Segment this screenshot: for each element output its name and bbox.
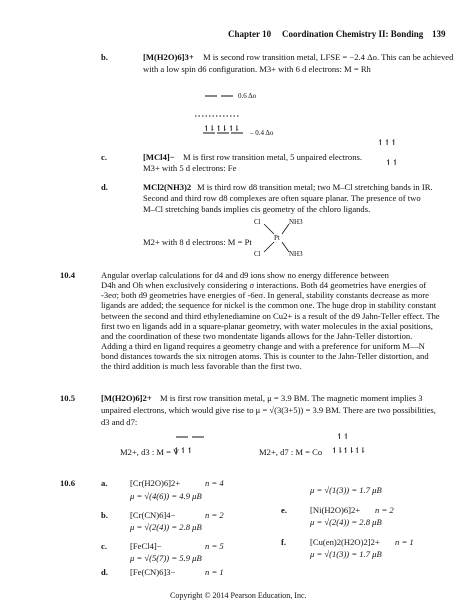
- problem-10-4-line: Adding a third en ligand requires a geometry change and with a preference for uniform M—N: [101, 340, 425, 351]
- problem-10-4-line: -3eσ; both d9 geometries have energies of -6eσ. In general, stability constants decrease as more: [101, 290, 429, 301]
- problem-10-5-formula: [M(H2O)6]2+: [101, 393, 152, 403]
- item-d-line2: Second and third row d8 complexes are often square planar. The presence of two: [143, 193, 421, 203]
- item-e-formula: [Ni(H2O)6]2+: [310, 505, 361, 515]
- item-c-moment: μ = √(5(7)) = 5.9 μB: [130, 553, 202, 563]
- chapter-number: Chapter 10: [228, 29, 272, 39]
- item-c-unpaired: n = 5: [205, 541, 224, 551]
- item-d-formula-2: [Fe(CN)6]3−: [130, 567, 176, 577]
- ammine-ligand-2: NH3: [289, 250, 303, 258]
- d3-eg-orbitals: [174, 432, 214, 442]
- chloro-ligand-2: Cl: [254, 250, 261, 258]
- item-d-line1: M is third row d8 transition metal; two M–Cl stretching bands in IR.: [197, 182, 433, 192]
- eg-energy-label: 0.6 Δo: [238, 92, 257, 100]
- problem-10-5-line2: unpaired electrons, which would give rise to μ = √(3(3+5)) = 3.9 BM. There are two possibilities,: [101, 405, 436, 415]
- d7-eg-electrons: ↿ ↿: [336, 432, 349, 441]
- item-c-formula-2: [FeCl4]−: [130, 541, 162, 551]
- problem-10-4-text: [101, 270, 447, 371]
- item-f-label: f.: [281, 537, 287, 547]
- item-b-label: b.: [101, 52, 108, 62]
- item-c-label-2: c.: [101, 541, 107, 551]
- item-b-label-2: b.: [101, 510, 108, 520]
- problem-10-4-line: and the coordination of these two mondentate ligands allows for the Jahn-Teller distortion.: [101, 330, 413, 341]
- item-e-label: e.: [281, 505, 287, 515]
- item-d-label-2: d.: [101, 567, 108, 577]
- square-planar-bonds: [262, 222, 292, 254]
- item-a-moment: μ = √(4(6)) = 4.9 μB: [130, 491, 202, 501]
- item-d-line3: M–Cl stretching bands implies cis geometry of the chloro ligands.: [143, 204, 371, 214]
- item-a-formula: [Cr(H2O)6]2+: [130, 478, 181, 488]
- chapter-title: Coordination Chemistry II: Bonding: [282, 29, 424, 39]
- item-f-unpaired: n = 1: [395, 537, 414, 547]
- problem-10-4-line: D4h and Oh when exclusively considering σ interactions. Both d4 geometries have energies of: [101, 280, 427, 291]
- item-b-line2: with a low spin d6 configuration. M3+ with 6 d electrons: M = Rh: [143, 64, 371, 74]
- item-d-formula: MCl2(NH3)2: [143, 182, 192, 192]
- chloro-ligand-1: Cl: [254, 218, 261, 226]
- problem-10-5-line1: M is first row transition metal, μ = 3.9 BM. The magnetic moment implies 3: [160, 393, 423, 403]
- problem-10-5-line3: d3 and d7:: [101, 417, 138, 427]
- problem-10-4-line: ligands are added; the sequence for nickel is the common one. The huge drop in stability constant: [101, 300, 437, 311]
- item-f-moment: μ = √(1(3)) = 1.7 μB: [310, 549, 382, 559]
- problem-10-4-line: Angular overlap calculations for d4 and d9 ions show no energy difference between: [101, 270, 389, 280]
- d3-t2g-electrons: ↿ ↿ ↿: [173, 446, 193, 455]
- e-electrons: ↿ ↿: [385, 158, 398, 167]
- item-b-formula: [M(H2O)6]3+: [143, 52, 194, 62]
- problem-10-5-number: 10.5: [60, 393, 76, 403]
- problem-10-4-line: between the second and third ethylenediamine on Cu2+ is a result of the d9 Jahn-Teller effect. The: [101, 310, 440, 321]
- platinum-center: Pt: [274, 234, 280, 242]
- item-b-unpaired: n = 2: [205, 510, 224, 520]
- item-c-line1: M is first row transition metal, 5 unpaired electrons.: [183, 152, 362, 162]
- problem-10-4-line: the third addition is much less favorable than the first two.: [101, 361, 302, 372]
- item-c-formula: [MCl4]−: [143, 152, 175, 162]
- item-c-label: c.: [101, 152, 107, 162]
- d7-t2g-electrons: ↿⇂↿⇂↿⇂: [331, 446, 366, 455]
- problem-10-4-line: bond distances towards the six nitrogen atoms. This is counter to the Jahn-Teller distortion, and: [101, 351, 429, 362]
- problem-10-4-number: 10.4: [60, 270, 76, 280]
- item-b-moment: μ = √(2(4)) = 2.8 μB: [130, 522, 202, 532]
- item-b-line1: M is second row transition metal, LFSE = −2.4 Δo. This can be achieved: [203, 52, 454, 62]
- item-d-line4: M2+ with 8 d electrons: M = Pt: [143, 237, 252, 247]
- item-e-moment: μ = √(2(4)) = 2.8 μB: [310, 517, 382, 527]
- d7-case-label: M2+, d7 : M = Co: [259, 447, 323, 457]
- ammine-ligand-1: NH3: [289, 218, 303, 226]
- item-f-formula: [Cu(en)2(H2O)2]2+: [310, 537, 380, 547]
- d3-case-label: M2+, d3 : M = V: [120, 447, 180, 457]
- item-a-unpaired: n = 4: [205, 478, 224, 488]
- t2-electrons: ↿ ↿ ↿: [377, 138, 397, 147]
- problem-10-4-line: first two en ligands add in a square-planar geometry, with water molecules in the axial positions,: [101, 320, 433, 331]
- problem-10-6-number: 10.6: [60, 478, 76, 488]
- item-c-line2: M3+ with 5 d electrons: Fe: [143, 163, 237, 173]
- item-d-unpaired: n = 1: [205, 567, 224, 577]
- item-d-moment: μ = √(1(3)) = 1.7 μB: [310, 485, 382, 495]
- t2g-energy-label: – 0.4 Δo: [250, 129, 274, 137]
- item-d-label: d.: [101, 182, 108, 192]
- page-number: 139: [432, 29, 446, 39]
- item-a-label: a.: [101, 478, 108, 488]
- item-e-unpaired: n = 2: [375, 505, 394, 515]
- copyright-footer: Copyright © 2014 Pearson Education, Inc.: [170, 591, 307, 600]
- item-b-formula-2: [Cr(CN)6]4−: [130, 510, 176, 520]
- t2g-electrons: ↿⇂ ↿⇂ ↿⇂: [203, 124, 240, 133]
